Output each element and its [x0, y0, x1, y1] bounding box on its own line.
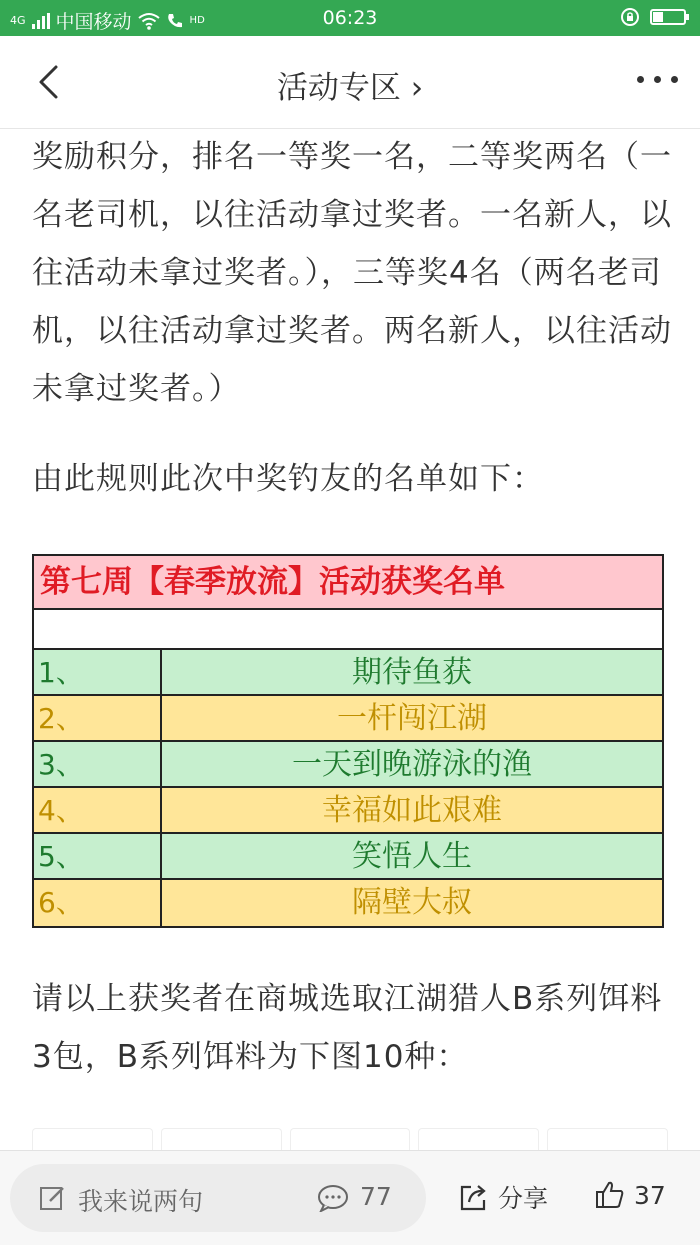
- status-right: [620, 7, 686, 27]
- winner-name: 一杆闯江湖: [337, 701, 487, 736]
- battery-icon: [650, 9, 686, 25]
- rotation-lock-icon: [620, 7, 640, 27]
- share-icon: [458, 1181, 490, 1213]
- image-thumbnails: [32, 1128, 668, 1150]
- status-bar: [0, 0, 700, 36]
- table-row: [34, 650, 662, 696]
- table-row: [34, 880, 662, 926]
- winner-name: 期待鱼获: [352, 655, 472, 690]
- table-title: 第七周【春季放流】活动获奖名单: [34, 556, 662, 610]
- article-paragraph: 由此规则此次中奖钓友的名单如下：: [32, 461, 544, 497]
- chevron-right-icon: ›: [410, 70, 424, 106]
- like-count: 37: [634, 1180, 666, 1210]
- rank-cell: 4、: [34, 788, 162, 832]
- share-label: 分享: [498, 1184, 549, 1213]
- network-type: 4G: [10, 14, 26, 27]
- image-thumbnail[interactable]: [32, 1128, 153, 1150]
- rank-cell: 3、: [34, 742, 162, 786]
- rank-cell: 6、: [34, 880, 162, 926]
- rank-cell: 5、: [34, 834, 162, 878]
- winner-name: 隔壁大叔: [352, 885, 472, 920]
- nav-bar: [0, 36, 700, 129]
- image-thumbnail[interactable]: [290, 1128, 411, 1150]
- image-thumbnail[interactable]: [161, 1128, 282, 1150]
- table-row: [34, 834, 662, 880]
- winner-name: 幸福如此艰难: [322, 793, 502, 828]
- table-row: [34, 788, 662, 834]
- edit-icon: [38, 1184, 66, 1212]
- page-title[interactable]: [0, 62, 700, 107]
- more-menu-icon[interactable]: [637, 76, 678, 83]
- carrier-name: 中国移动: [55, 11, 132, 33]
- comment-input[interactable]: [10, 1164, 426, 1232]
- article-content: [32, 128, 672, 508]
- comment-count: 77: [360, 1182, 392, 1211]
- image-thumbnail[interactable]: [418, 1128, 539, 1150]
- rank-cell: 2、: [34, 696, 162, 740]
- article-paragraph: 奖励积分，排名一等奖一名，二等奖两名（一名老司机，以往活动拿过奖者。一名新人，以往活动未拿过奖者。），三等奖4名（两名老司机，以往活动拿过奖者。两名新人，以往活动未拿过奖者。）: [32, 139, 672, 407]
- table-row: [34, 742, 662, 788]
- page-title-text: 活动专区: [276, 70, 401, 106]
- winner-name: 一天到晚游泳的渔: [292, 747, 532, 782]
- winners-table: [32, 554, 664, 928]
- winner-name: 笑悟人生: [352, 839, 472, 874]
- article-paragraph: 请以上获奖者在商城选取江湖猎人B系列饵料3包，B系列饵料为下图10种：: [32, 981, 663, 1075]
- table-row: [34, 696, 662, 742]
- table-blank-row: [34, 610, 662, 650]
- thumbs-up-icon: [594, 1179, 626, 1211]
- comment-bubble-icon[interactable]: [316, 1184, 350, 1212]
- hd-label: HD: [189, 15, 205, 26]
- image-thumbnail[interactable]: [547, 1128, 668, 1150]
- rank-cell: 1、: [34, 650, 162, 694]
- like-button[interactable]: [594, 1179, 666, 1211]
- share-button[interactable]: [458, 1179, 548, 1215]
- status-time: 06:23: [322, 7, 378, 29]
- comment-placeholder: 我来说两句: [78, 1187, 204, 1216]
- bottom-action-bar: [0, 1150, 700, 1245]
